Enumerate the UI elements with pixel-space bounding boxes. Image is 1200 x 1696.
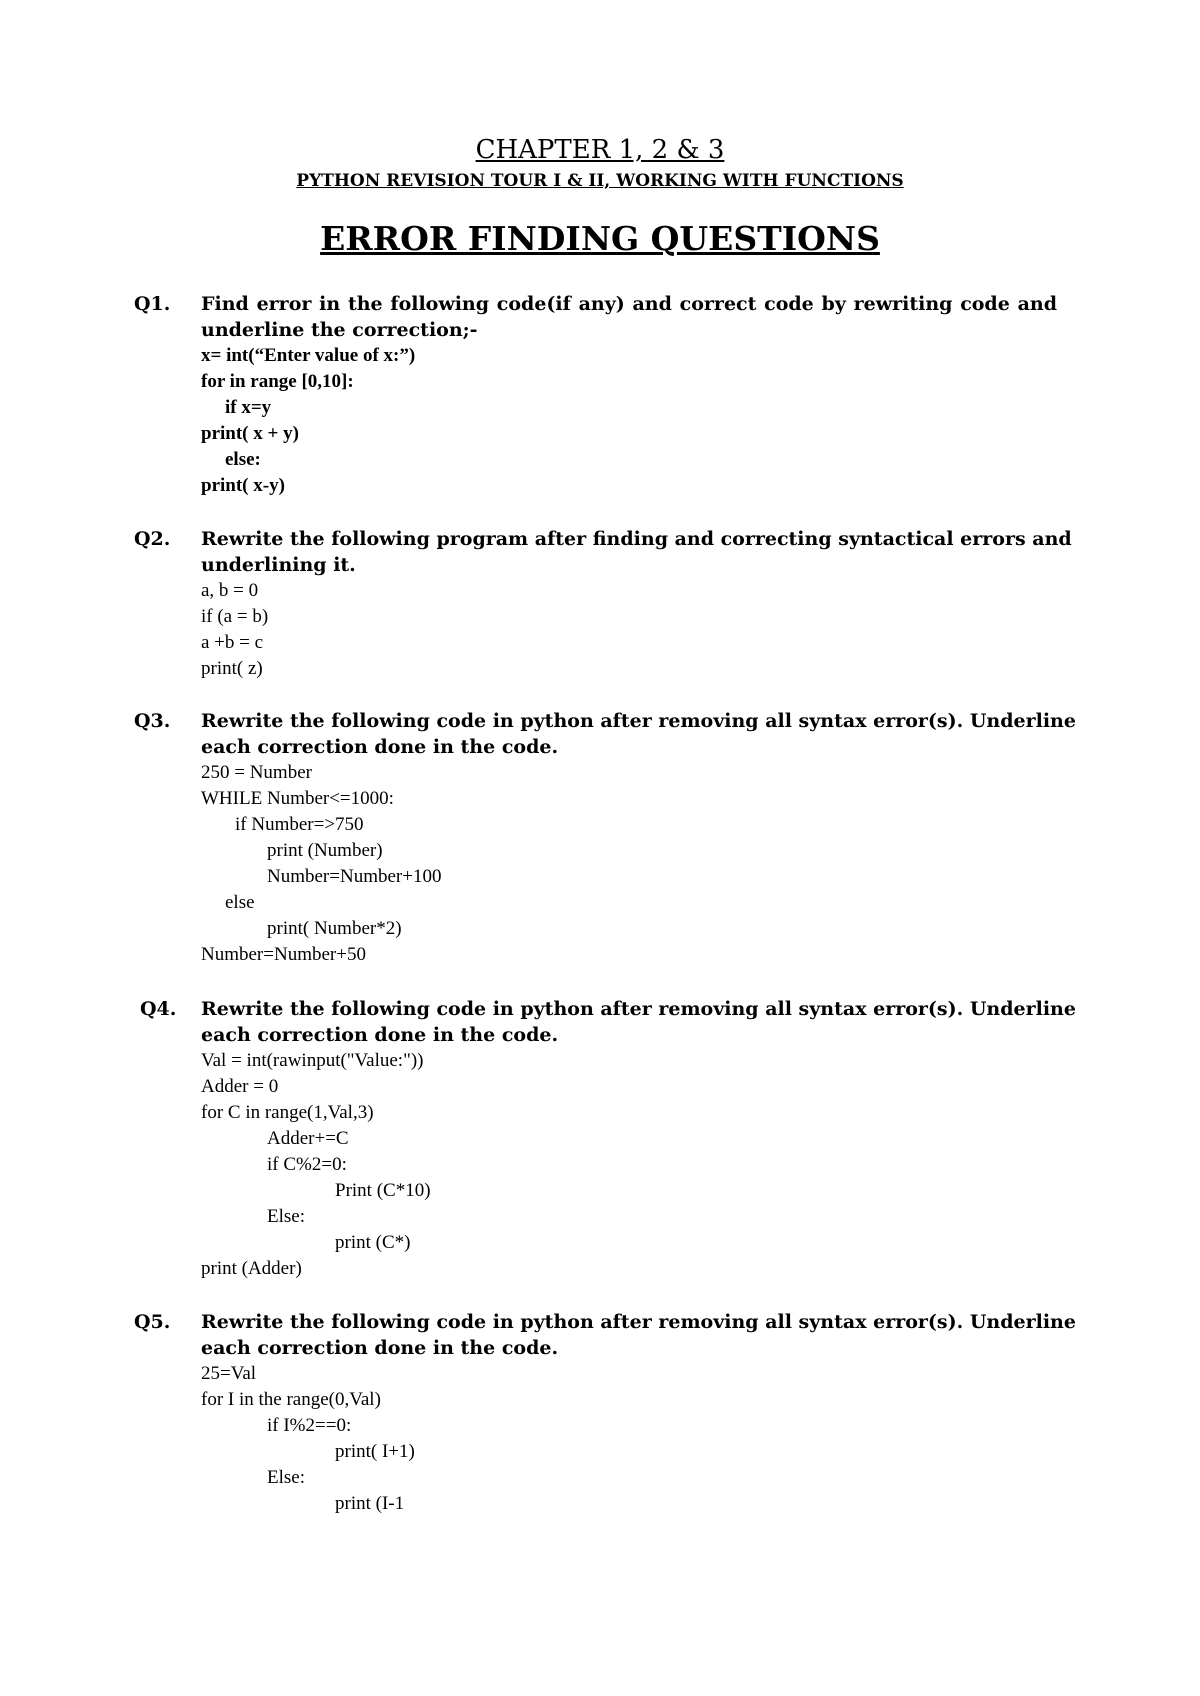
question-number: Q1.	[134, 293, 171, 315]
code-line: if C%2=0:	[267, 1154, 347, 1175]
chapter-heading: CHAPTER 1, 2 & 3	[475, 135, 725, 165]
question-text	[201, 708, 1076, 760]
code-line: Else:	[267, 1467, 305, 1488]
question-text-line: Rewrite the following code in python after removing all syntax error(s). Underline	[201, 1311, 1076, 1333]
question-text-line: each correction done in the code.	[201, 1024, 559, 1046]
code-line: Else:	[267, 1206, 305, 1227]
question-text	[201, 1309, 1076, 1361]
code-line: x= int(“Enter value of x:”)	[201, 345, 416, 366]
code-line: for I in the range(0,Val)	[201, 1389, 381, 1410]
code-line: print( x + y)	[201, 423, 299, 444]
code-line: Adder+=C	[267, 1128, 349, 1149]
code-line: print( Number*2)	[267, 918, 402, 939]
chapter-subtitle: PYTHON REVISION TOUR I & II, WORKING WITH FUNCTIONS	[296, 171, 904, 191]
question-text-line: each correction done in the code.	[201, 736, 559, 758]
code-line: Val = int(rawinput("Value:"))	[201, 1050, 424, 1071]
question-text-line: Rewrite the following code in python after removing all syntax error(s). Underline	[201, 710, 1076, 732]
code-line: Number=Number+100	[267, 866, 442, 887]
question-text-line: underlining it.	[201, 554, 356, 576]
code-line: a, b = 0	[201, 580, 259, 601]
code-line: 25=Val	[201, 1363, 257, 1384]
question-number: Q4.	[140, 998, 177, 1020]
code-block	[201, 343, 415, 499]
page-title: ERROR FINDING QUESTIONS	[320, 219, 880, 258]
question-text-line: Rewrite the following code in python after removing all syntax error(s). Underline	[201, 998, 1076, 1020]
code-block	[201, 1048, 431, 1282]
code-line: Adder = 0	[201, 1076, 279, 1097]
code-block	[201, 1361, 415, 1517]
code-line: print (Number)	[267, 840, 383, 861]
code-line: print( I+1)	[335, 1441, 415, 1462]
code-line: 250 = Number	[201, 762, 312, 783]
code-line: if I%2==0:	[267, 1415, 352, 1436]
code-line: Print (C*10)	[335, 1180, 431, 1201]
code-line: print( z)	[201, 658, 263, 679]
code-line: print (Adder)	[201, 1258, 302, 1279]
code-line: a +b = c	[201, 632, 264, 653]
code-line: print (C*)	[335, 1232, 411, 1253]
question-text	[201, 291, 1057, 343]
question-text-line: each correction done in the code.	[201, 1337, 559, 1359]
code-line: Number=Number+50	[201, 944, 366, 965]
question-number: Q2.	[134, 528, 171, 550]
code-block	[201, 578, 268, 682]
code-line: else:	[225, 449, 261, 470]
question-text-line: underline the correction;-	[201, 319, 478, 341]
code-line: for C in range(1,Val,3)	[201, 1102, 374, 1123]
code-block	[201, 760, 441, 968]
question-text	[201, 996, 1076, 1048]
code-line: if Number=>750	[235, 814, 364, 835]
question-text	[201, 526, 1072, 578]
question-text-line: Rewrite the following program after finding and correcting syntactical errors and	[201, 528, 1072, 550]
code-line: for in range [0,10]:	[201, 371, 354, 392]
code-line: WHILE Number<=1000:	[201, 788, 394, 809]
code-line: else	[225, 892, 255, 913]
question-number: Q3.	[134, 710, 171, 732]
code-line: print( x-y)	[201, 475, 285, 496]
question-number: Q5.	[134, 1311, 171, 1333]
code-line: if x=y	[225, 397, 272, 418]
code-line: print (I-1	[335, 1493, 405, 1514]
question-text-line: Find error in the following code(if any) and correct code by rewriting code and	[201, 293, 1057, 315]
code-line: if (a = b)	[201, 606, 269, 627]
